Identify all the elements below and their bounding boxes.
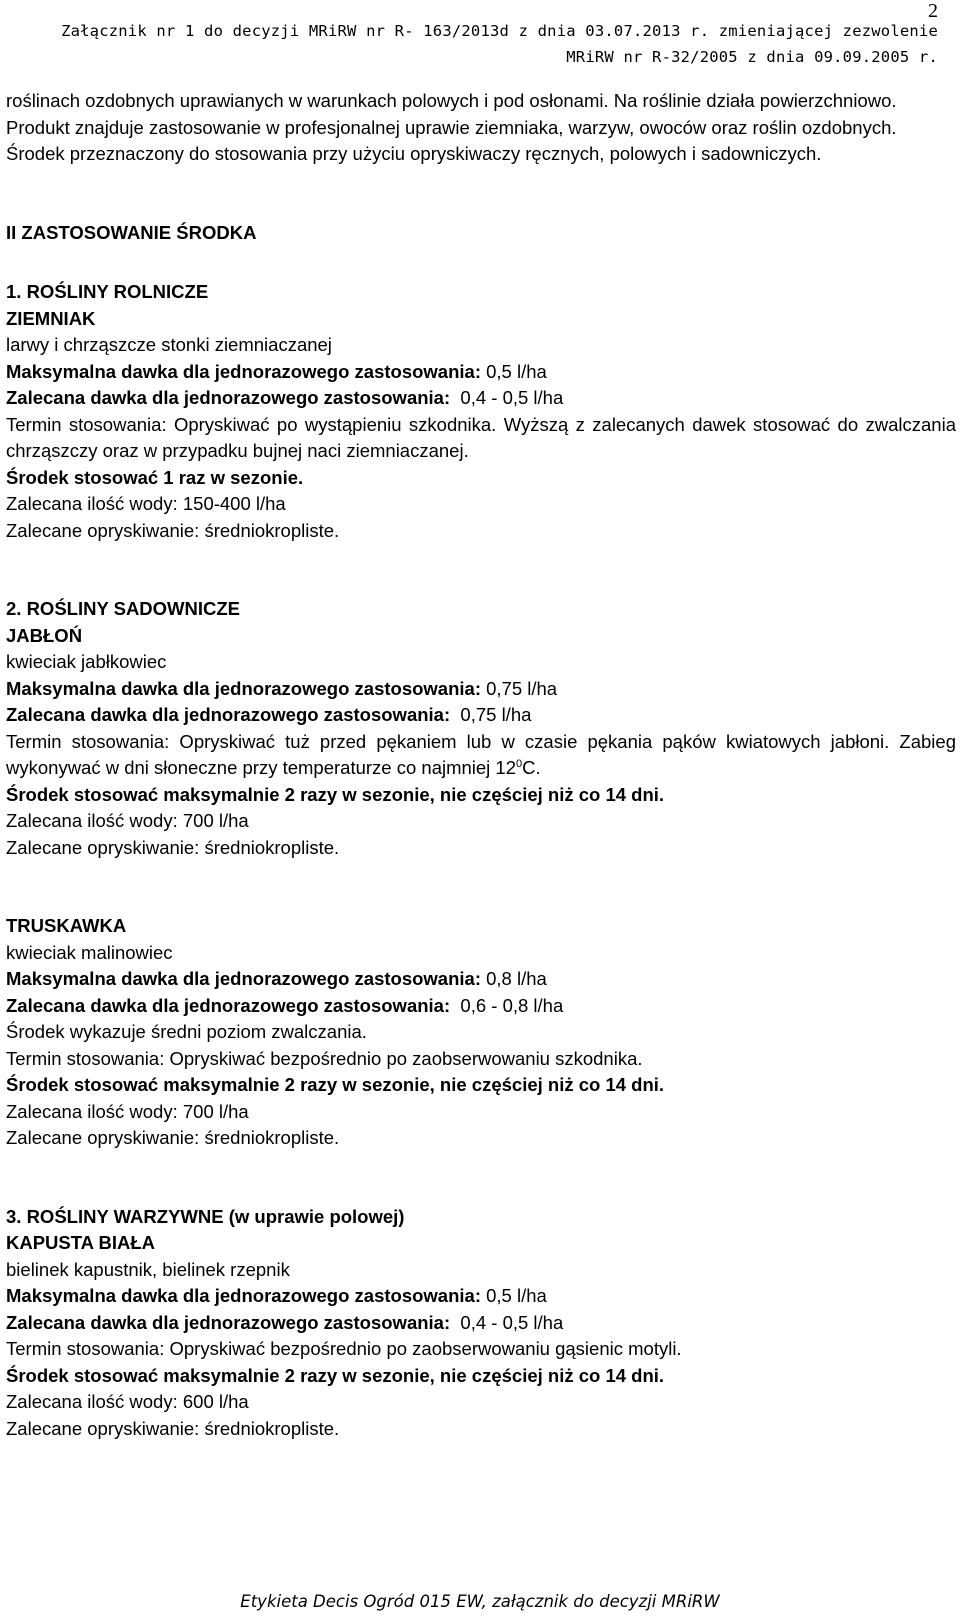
header-line-1: Załącznik nr 1 do decyzji MRiRW nr R- 163/2013d z dnia 03.07.2013 r. zmieniającej zezwolenie	[61, 22, 938, 40]
s2b-rec-value: 0,6 - 0,8 l/ha	[450, 994, 564, 1016]
s3-usage: Środek stosować maksymalnie 2 razy w sezonie, nie częściej niż co 14 dni.	[6, 1364, 665, 1386]
s2b-rec-dose	[6, 993, 956, 1020]
section-title: II ZASTOSOWANIE ŚRODKA	[6, 221, 257, 243]
s1-crop: ZIEMNIAK	[6, 307, 96, 329]
s1-max-label: Maksymalna dawka dla jednorazowego zastosowania:	[6, 360, 481, 382]
s3-heading: 3. ROŚLINY WARZYWNE (w uprawie polowej)	[6, 1205, 405, 1227]
s3-max-dose	[6, 1283, 956, 1310]
intro-paragraph-3: Środek przeznaczony do stosowania przy użyciu opryskiwaczy ręcznych, polowych i sadowniczych.	[6, 143, 822, 164]
s3-rec-label: Zalecana dawka dla jednorazowego zastosowania:	[6, 1311, 451, 1333]
s2-water: Zalecana ilość wody: 700 l/ha	[6, 810, 249, 831]
s1-spray: Zalecane opryskiwanie: średniokropliste.	[6, 519, 340, 541]
s2-usage: Środek stosować maksymalnie 2 razy w sezonie, nie częściej niż co 14 dni.	[6, 783, 665, 805]
s2-heading: 2. ROŚLINY SADOWNICZE	[6, 598, 241, 619]
s2b-max-label: Maksymalna dawka dla jednorazowego zastosowania:	[6, 968, 481, 989]
s2-pest: kwieciak jabłkowiec	[6, 651, 167, 672]
s2-term-unit: C.	[522, 757, 541, 778]
s2-term-degree: 0	[516, 757, 523, 770]
s2-spray: Zalecane opryskiwanie: średniokropliste.	[6, 836, 340, 858]
s1-rec-dose	[6, 385, 956, 412]
s3-crop: KAPUSTA BIAŁA	[6, 1232, 156, 1253]
s2b-usage: Środek stosować maksymalnie 2 razy w sezonie, nie częściej niż co 14 dni.	[6, 1074, 665, 1095]
s3-max-value: 0,5 l/ha	[480, 1285, 547, 1306]
s3-water: Zalecana ilość wody: 600 l/ha	[6, 1391, 249, 1412]
s1-rec-value: 0,4 - 0,5 l/ha	[450, 387, 564, 408]
s3-term: Termin stosowania: Opryskiwać bezpośrednio po zaobserwowaniu gąsienic motyli.	[6, 1338, 682, 1359]
header-line-2: MRiRW nr R-32/2005 z dnia 09.09.2005 r.	[566, 48, 938, 66]
s2b-pest: kwieciak malinowiec	[6, 941, 173, 963]
page-footer: Etykieta Decis Ogród 015 EW, załącznik do decyzji MRiRW	[240, 1592, 720, 1611]
s1-max-dose	[6, 359, 956, 386]
s1-usage: Środek stosować 1 raz w sezonie.	[6, 466, 304, 488]
document-body	[6, 88, 956, 1442]
s3-pest: bielinek kapustnik, bielinek rzepnik	[6, 1258, 290, 1280]
s1-heading: 1. ROŚLINY ROLNICZE	[6, 281, 209, 302]
s2b-effect: Środek wykazuje średni poziom zwalczania.	[6, 1021, 367, 1042]
s3-rec-dose	[6, 1310, 956, 1337]
s3-spray: Zalecane opryskiwanie: średniokropliste.	[6, 1417, 340, 1439]
s2-rec-label: Zalecana dawka dla jednorazowego zastosowania:	[6, 704, 451, 725]
page-number: 2	[928, 0, 938, 22]
s2-crop: JABŁOŃ	[6, 624, 83, 646]
s2-rec-dose	[6, 702, 956, 729]
s3-rec-value: 0,4 - 0,5 l/ha	[450, 1311, 564, 1333]
s2b-rec-label: Zalecana dawka dla jednorazowego zastosowania:	[6, 994, 451, 1016]
s1-rec-label: Zalecana dawka dla jednorazowego zastosowania:	[6, 387, 451, 408]
s2b-max-dose	[6, 966, 956, 993]
s2-max-label: Maksymalna dawka dla jednorazowego zastosowania:	[6, 677, 481, 699]
intro-paragraph-1: roślinach ozdobnych uprawianych w warunkach polowych i pod osłonami. Na roślinie działa powierzchniowo.	[6, 90, 897, 111]
s2-term	[6, 729, 956, 782]
s2b-crop: TRUSKAWKA	[6, 915, 127, 936]
s2b-water: Zalecana ilość wody: 700 l/ha	[6, 1100, 249, 1122]
s2-rec-value: 0,75 l/ha	[450, 704, 532, 725]
s2b-term: Termin stosowania: Opryskiwać bezpośrednio po zaobserwowaniu szkodnika.	[6, 1047, 643, 1069]
s3-max-label: Maksymalna dawka dla jednorazowego zastosowania:	[6, 1285, 481, 1306]
s1-max-value: 0,5 l/ha	[480, 360, 547, 382]
s2-max-value: 0,75 l/ha	[480, 677, 558, 699]
s2b-spray: Zalecane opryskiwanie: średniokropliste.	[6, 1127, 340, 1148]
s2-term-text: Termin stosowania: Opryskiwać tuż przed pękaniem lub w czasie pękania pąków kwiatowych jabłoni. Zabieg wykonywać w dni słoneczne przy temperaturze co najmniej 12	[6, 730, 956, 778]
s2b-max-value: 0,8 l/ha	[480, 968, 547, 989]
s1-term: Termin stosowania: Opryskiwać po wystąpieniu szkodnika. Wyższą z zalecanych dawek stosować do zwalczania chrząszczy oraz w przypadku bujnej naci ziemniaczanej.	[6, 413, 956, 461]
s1-pest: larwy i chrząszcze stonki ziemniaczanej	[6, 334, 332, 355]
intro-paragraph-2: Produkt znajduje zastosowanie w profesjonalnej uprawie ziemniaka, warzyw, owoców oraz roślin ozdobnych.	[6, 116, 897, 138]
s1-water: Zalecana ilość wody: 150-400 l/ha	[6, 493, 286, 514]
s2-max-dose	[6, 676, 956, 703]
